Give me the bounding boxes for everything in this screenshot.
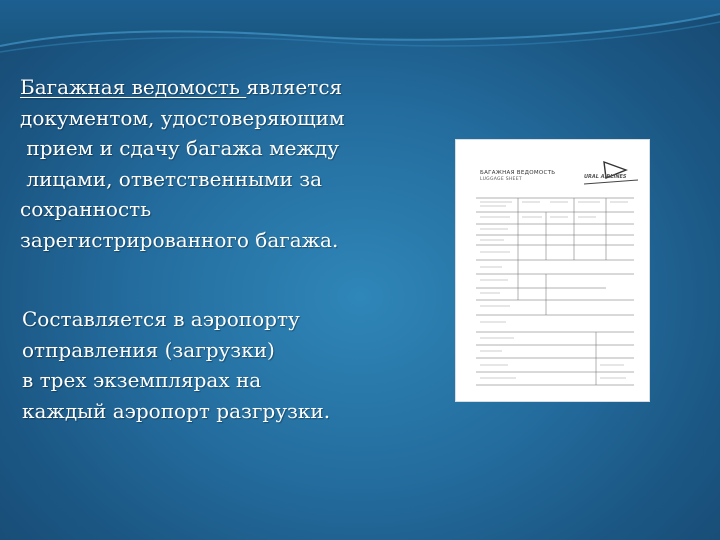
form-title — [480, 170, 555, 183]
term-baggage-sheet: Багажная ведомость — [20, 75, 247, 99]
definition-line-6: зарегистрированного багажа. — [20, 227, 339, 252]
definition-first-line — [20, 72, 420, 103]
definition-paragraph — [20, 72, 420, 255]
procedure-line-3: в трех экземплярах на — [22, 368, 262, 392]
definition-line-2: документом, удостоверяющим — [20, 105, 345, 130]
airline-logo-text: URAL AIRLINES — [584, 174, 627, 180]
procedure-line-4: каждый аэропорт разгрузки. — [22, 398, 331, 423]
procedure-line-2: отправления (загрузки) — [22, 337, 275, 362]
definition-line-5: сохранность — [20, 197, 152, 221]
definition-line-4: лицами, ответственными за — [20, 166, 323, 191]
form-title-en: LUGGAGE SHEET — [480, 177, 522, 182]
baggage-sheet-form-image — [456, 140, 649, 401]
procedure-paragraph — [22, 304, 422, 426]
airline-logo-icon — [584, 162, 638, 184]
form-title-ru: БАГАЖНАЯ ВЕДОМОСТЬ — [480, 170, 556, 176]
definition-line-3: прием и сдачу багажа между — [20, 136, 339, 160]
procedure-line-1: Составляется в аэропорту — [22, 307, 300, 331]
decorative-top-band — [0, 0, 720, 70]
definition-first-line-rest: является — [246, 75, 343, 99]
